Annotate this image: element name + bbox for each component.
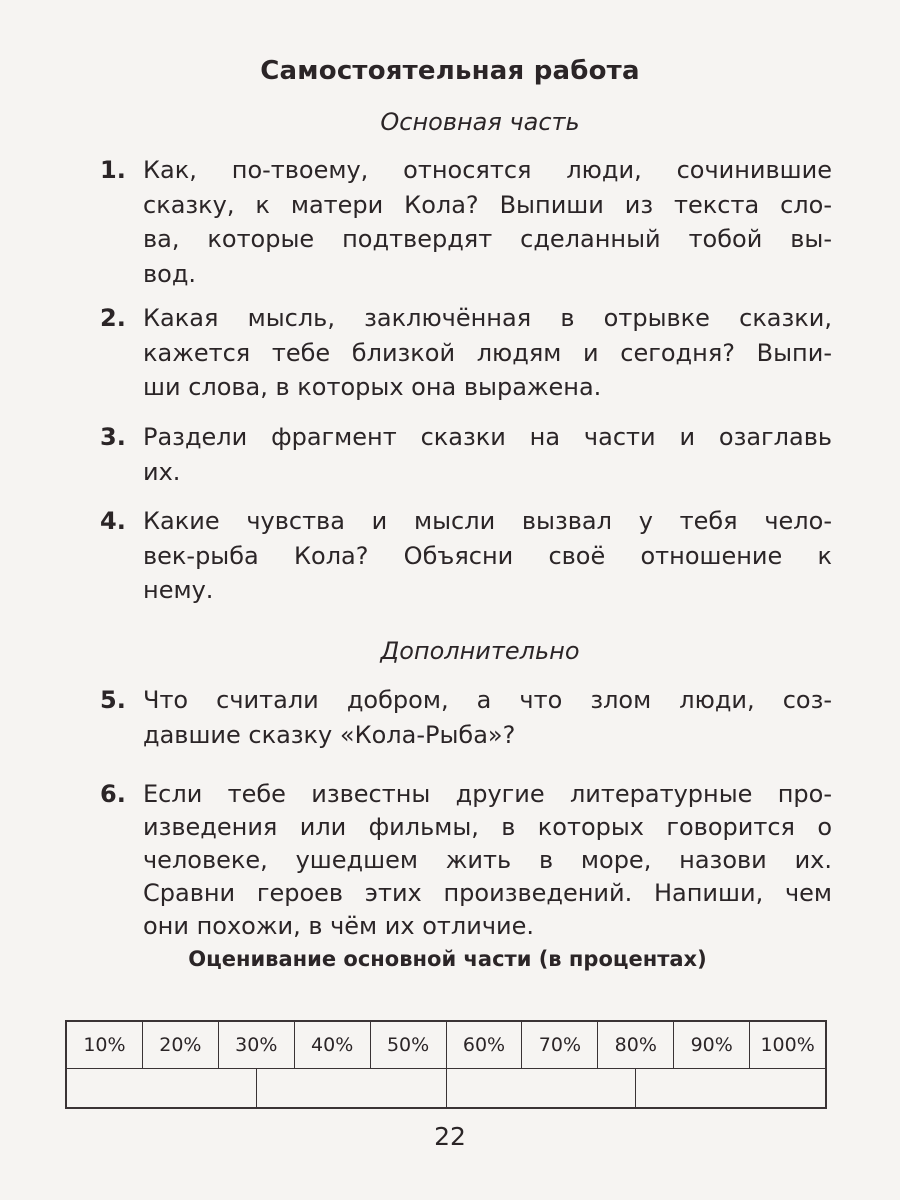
percent-cell: 10% [67,1022,143,1068]
question-number: 1. [100,156,126,184]
question-line: ши слова, в которых она выражена. [143,373,602,401]
question-2 [100,301,832,405]
page-title: Самостоятельная работа [260,56,640,86]
question-text [143,683,832,752]
percent-cell: 40% [295,1022,371,1068]
question-number: 2. [100,304,126,332]
question-line: давшие сказку «Кола-Рыба»? [143,720,516,749]
question-line: их. [143,457,181,486]
question-line: Как, по-твоему, относятся люди, сочинившие [143,156,832,184]
question-line: они похожи, в чём их отличие. [143,912,534,940]
question-line: Какая мысль, заключённая в отрывке сказки, [143,304,832,332]
question-line: Если тебе известны другие литературные про- [143,780,832,808]
question-line: Что считали добром, а что злом люди, соз- [143,686,832,714]
blank-cell [447,1069,637,1107]
percent-cell: 30% [219,1022,295,1068]
question-text [143,504,832,608]
blank-row [67,1069,825,1107]
question-text [143,420,832,489]
percent-cell: 60% [447,1022,523,1068]
percent-cell: 100% [760,1034,815,1056]
percent-cell: 90% [674,1022,750,1068]
question-line: Сравни героев этих произведений. Напиши, чем [143,879,832,907]
percent-row [67,1022,825,1069]
question-3 [100,420,832,489]
question-number: 5. [100,686,126,714]
blank-cell [67,1069,257,1107]
question-text [143,301,832,405]
question-5 [100,683,832,752]
question-6 [100,778,832,943]
question-line: Раздели фрагмент сказки на части и озаглавь [143,423,832,451]
question-line: человеке, ушедшем жить в море, назови их. [143,846,832,874]
question-line: нему. [143,576,214,604]
question-line: вод. [143,259,197,288]
question-number: 3. [100,423,126,451]
question-4 [100,504,832,608]
question-line: сказку, к матери Кола? Выпиши из текста сло- [143,190,832,219]
question-text [143,778,832,943]
percent-cell: 70% [522,1022,598,1068]
section-heading-main: Основная часть [380,108,580,136]
grading-table [65,1020,827,1109]
section-heading-extra: Дополнительно [380,637,580,665]
question-line: ва, которые подтвердят сделанный тобой вы- [143,225,832,253]
percent-cell: 50% [371,1022,447,1068]
grading-table-title: Оценивание основной части (в процентах) [188,947,707,971]
page-number: 22 [434,1122,466,1151]
question-line: изведения или фильмы, в которых говорится о [143,813,832,841]
question-line: кажется тебе близкой людям и сегодня? Выпи- [143,338,832,367]
question-1 [100,153,832,291]
question-text [143,153,832,291]
question-number: 4. [100,507,126,535]
percent-cell: 20% [143,1022,219,1068]
question-number: 6. [100,780,126,808]
question-line: Какие чувства и мысли вызвал у тебя чело- [143,507,832,535]
percent-cell: 80% [598,1022,674,1068]
blank-cell [636,1069,825,1107]
blank-cell [257,1069,447,1107]
question-line: век-рыба Кола? Объясни своё отношение к [143,541,832,570]
